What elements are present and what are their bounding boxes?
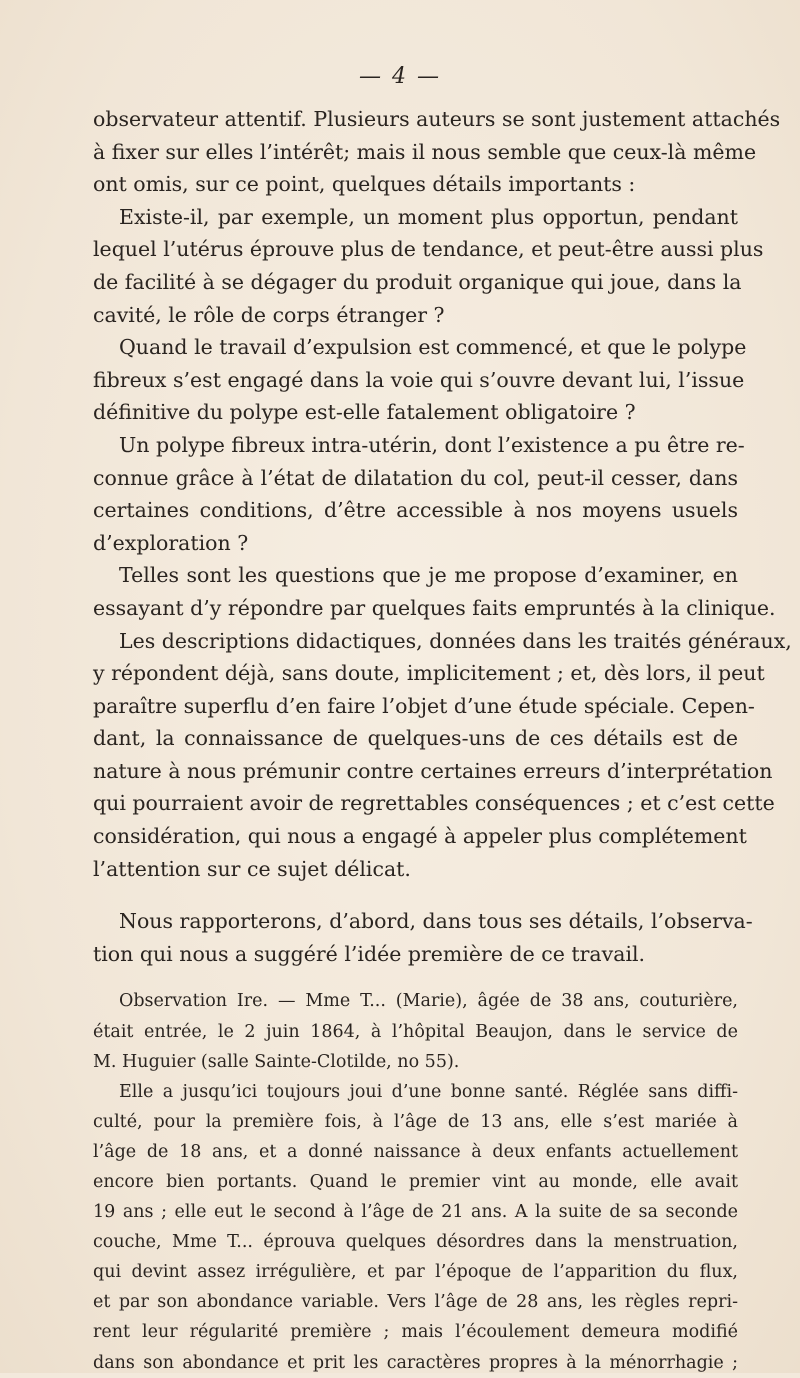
text-line: dans son abondance et prit les caractères propres à la ménorrhagie ;: [93, 1352, 738, 1373]
text-line: et par son abondance variable. Vers l’âge de 28 ans, les règles repri-: [93, 1292, 738, 1313]
text-line: l’âge de 18 ans, et a donné naissance à deux enfants actuellement: [93, 1141, 738, 1162]
text-line: qui pourraient avoir de regrettables conséquences ; et c’est cette: [93, 791, 775, 816]
text-line: Existe-il, par exemple, un moment plus opportun, pendant: [119, 204, 738, 229]
text-line: rent leur régularité première ; mais l’écoulement demeura modifié: [93, 1322, 738, 1343]
text-line: d’exploration ?: [93, 530, 249, 555]
text-line: cavité, le rôle de corps étranger ?: [93, 302, 445, 327]
text-line: essayant d’y répondre par quelques faits empruntés à la clinique.: [93, 595, 776, 620]
text-line: encore bien portants. Quand le premier vint au monde, elle avait: [93, 1172, 738, 1192]
text-line: Elle a jusqu’ici toujours joui d’une bonne santé. Réglée sans diffi-: [119, 1081, 738, 1102]
text-line: certaines conditions, d’être accessible à nos moyens usuels: [93, 498, 738, 523]
text-line: culté, pour la première fois, à l’âge de 13 ans, elle s’est mariée à: [93, 1111, 738, 1132]
text-line: considération, qui nous a engagé à appeler plus complétement: [93, 824, 747, 849]
text-line: dant, la connaissance de quelques-uns de ces détails est de: [93, 726, 738, 751]
text-line: à fixer sur elles l’intérêt; mais il nous semble que ceux-là même: [93, 139, 757, 164]
page-number: — 4 —: [359, 64, 441, 89]
observation-heading-line: Observation Ire. — Mme T... (Marie), âgée de 38 ans, couturière,: [119, 991, 738, 1012]
text-line: Nous rapporterons, d’abord, dans tous ses détails, l’observa-: [119, 909, 753, 934]
text-line: l’attention sur ce sujet délicat.: [93, 856, 411, 881]
text-line: 19 ans ; elle eut le second à l’âge de 21 ans. A la suite de sa seconde: [93, 1202, 738, 1223]
text-line: M. Huguier (salle Sainte-Clotilde, no 55).: [93, 1051, 460, 1072]
text-line: ont omis, sur ce point, quelques détails importants :: [93, 172, 636, 197]
text-line: nature à nous prémunir contre certaines erreurs d’interprétation: [93, 758, 773, 783]
text-line: Un polype fibreux intra-utérin, dont l’existence a pu être re-: [119, 432, 745, 457]
text-line: lequel l’utérus éprouve plus de tendance, et peut-être aussi plus: [93, 237, 764, 262]
text-line: Telles sont les questions que je me propose d’examiner, en: [119, 563, 738, 588]
text-line: définitive du polype est-elle fatalement obligatoire ?: [93, 400, 636, 425]
text-line: de facilité à se dégager du produit organique qui joue, dans la: [93, 269, 742, 294]
text-line: qui devint assez irrégulière, et par l’époque de l’apparition du flux,: [93, 1262, 738, 1283]
page-body: [93, 103, 792, 1378]
text-line: couche, Mme T... éprouva quelques désordres dans la menstruation,: [93, 1232, 738, 1253]
text-line: observateur attentif. Plusieurs auteurs se sont justement attachés: [93, 107, 781, 131]
text-line: était entrée, le 2 juin 1864, à l’hôpital Beaujon, dans le service de: [93, 1021, 738, 1042]
text-line: tion qui nous a suggéré l’idée première de ce travail.: [93, 941, 646, 966]
text-line: paraître superflu d’en faire l’objet d’une étude spéciale. Cepen-: [93, 693, 755, 718]
text-line: connue grâce à l’état de dilatation du col, peut-il cesser, dans: [93, 465, 738, 490]
text-line: y répondent déjà, sans doute, implicitement ; et, dès lors, il peut: [93, 661, 765, 686]
text-line: Quand le travail d’expulsion est commencé, et que le polype: [119, 335, 747, 360]
observation-block: [93, 986, 738, 1377]
text-line: fibreux s’est engagé dans la voie qui s’ouvre devant lui, l’issue: [93, 367, 745, 392]
text-line: Les descriptions didactiques, données dans les traités généraux,: [119, 628, 792, 653]
